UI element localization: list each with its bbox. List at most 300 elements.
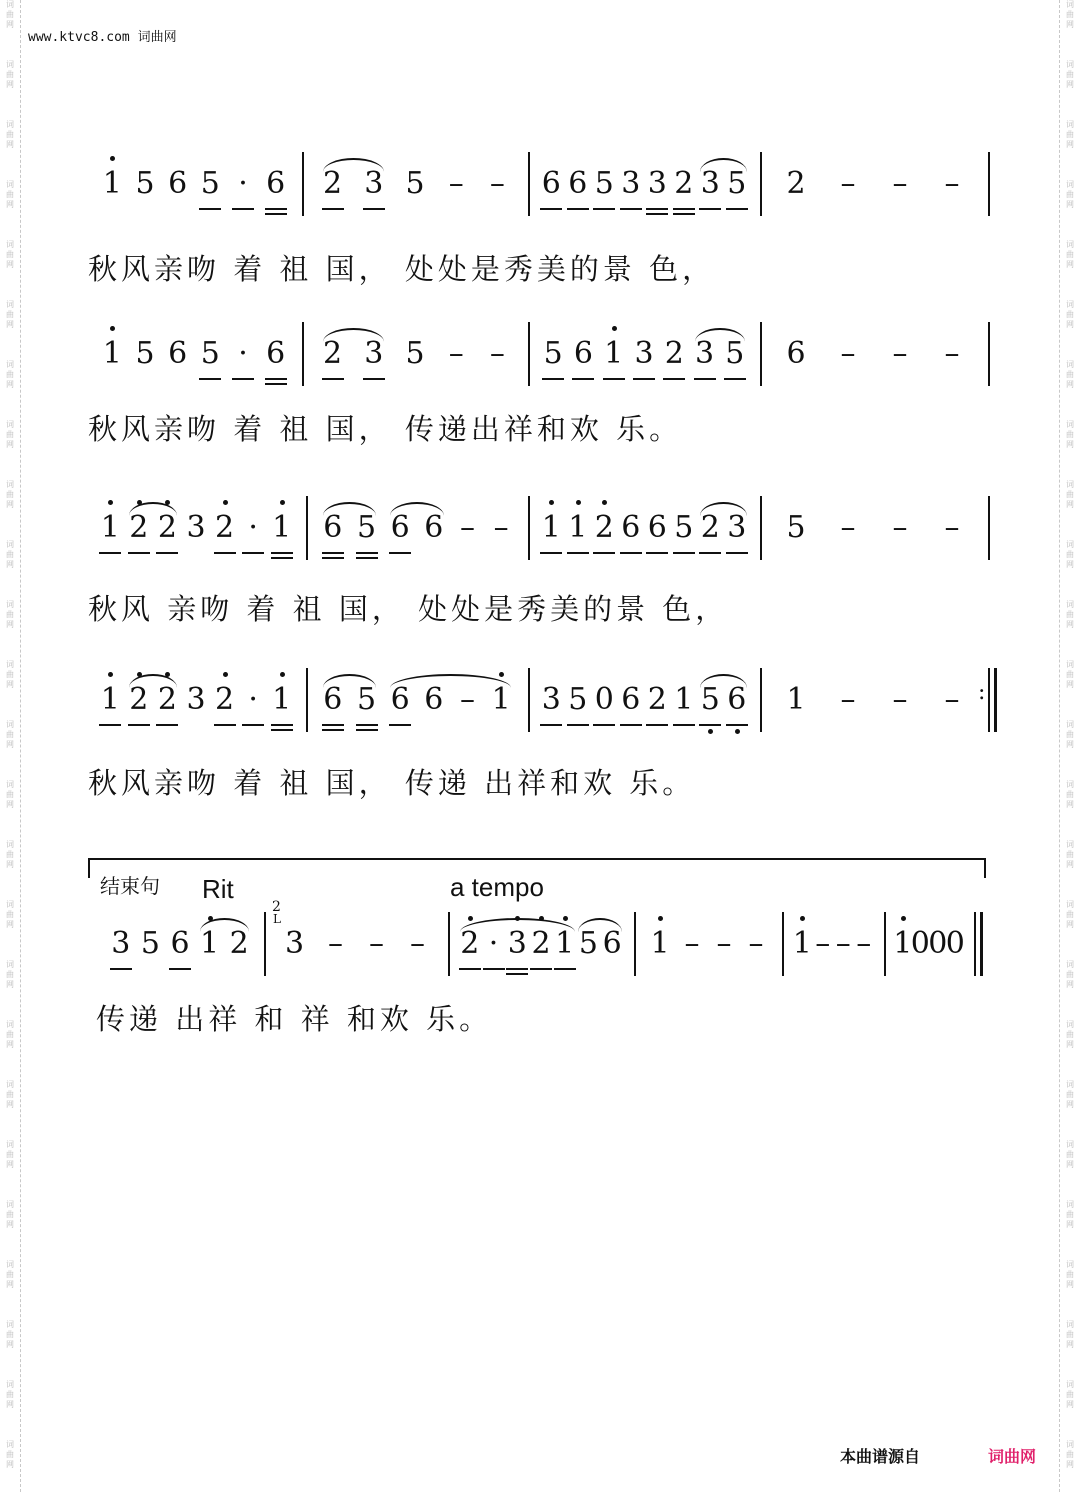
watermark-glyph: 词 [1066, 420, 1074, 429]
watermark-glyph: 曲 [1066, 970, 1074, 979]
measure [760, 672, 988, 742]
note: 6 [424, 682, 444, 717]
note: 6 [645, 506, 669, 550]
underline-beam [603, 378, 625, 380]
underline-beam-double [356, 729, 378, 731]
watermark-glyph: 网 [6, 980, 14, 989]
note: 1 [648, 922, 672, 966]
underline-beam [110, 968, 132, 970]
watermark-glyph: 网 [6, 1040, 14, 1049]
underline-beam [99, 724, 121, 726]
underline-beam [726, 552, 748, 554]
watermark-glyph-group [0, 1440, 20, 1470]
barline [994, 668, 997, 732]
note: 3 [284, 926, 305, 961]
note: 6 [388, 678, 412, 722]
watermark-glyph: 网 [1066, 440, 1074, 449]
underline-beam-double [322, 557, 344, 559]
octave-dot-above [223, 500, 228, 505]
page-header [28, 26, 177, 45]
note: 6 [388, 506, 412, 550]
underline-beam-double [265, 213, 287, 215]
augmentation-dot: · [241, 678, 265, 722]
note: 6 [786, 336, 806, 371]
underline-beam [363, 208, 385, 210]
watermark-glyph-group [0, 360, 20, 390]
note: 5 [198, 162, 222, 206]
underline-beam [530, 968, 552, 970]
watermark-glyph: 词 [6, 1380, 14, 1389]
dash-extension: – [892, 336, 908, 371]
watermark-glyph: 网 [6, 260, 14, 269]
dash-extension: – [716, 926, 732, 961]
watermark-glyph: 网 [1066, 860, 1074, 869]
watermark-glyph: 曲 [6, 1450, 14, 1459]
slur [578, 918, 622, 932]
watermark-glyph-group [1060, 1260, 1080, 1290]
watermark-glyph: 曲 [1066, 1150, 1074, 1159]
underline-beam [322, 208, 344, 210]
watermark-glyph: 词 [6, 1140, 14, 1149]
note: 6 [168, 922, 192, 966]
underline-beam [724, 378, 746, 380]
note: 1 [602, 332, 626, 376]
underline-beam [593, 724, 615, 726]
watermark-glyph: 曲 [6, 610, 14, 619]
underline-beam [646, 208, 668, 210]
watermark-glyph: 网 [1066, 1280, 1074, 1289]
watermark-glyph: 词 [6, 60, 14, 69]
octave-dot-above [110, 326, 115, 331]
watermark-glyph: 曲 [1066, 790, 1074, 799]
underline-beam [322, 552, 344, 554]
watermark-glyph-group [1060, 300, 1080, 330]
dash-extension: – [328, 926, 343, 961]
underline-beam [673, 552, 695, 554]
watermark-glyph: 网 [1066, 260, 1074, 269]
score-system-ending [96, 916, 986, 986]
ending-label: 结束句 [100, 874, 160, 898]
note: 1 [270, 678, 294, 722]
watermark-glyph-group [1060, 540, 1080, 570]
underline-beam [726, 724, 748, 726]
note: 6 [264, 332, 288, 376]
watermark-glyph: 词 [1066, 1320, 1074, 1329]
underline-beam [271, 552, 293, 554]
note: 5 [723, 332, 747, 376]
watermark-glyph: 网 [6, 500, 14, 509]
lyrics-line-3: 秋风 亲吻 着 祖 国， 处处是秀美的景 色， [88, 592, 729, 626]
note: 2 [645, 678, 669, 722]
watermark-glyph-group [1060, 960, 1080, 990]
underline-beam [389, 724, 411, 726]
underline-beam [99, 552, 121, 554]
note: 2 [155, 678, 179, 722]
watermark-glyph-group [1060, 1440, 1080, 1470]
watermark-glyph: 词 [6, 1200, 14, 1209]
watermark-glyph: 词 [6, 600, 14, 609]
underline-beam [673, 208, 695, 210]
watermark-glyph: 词 [6, 0, 14, 9]
dash-extension: – [410, 926, 425, 961]
watermark-glyph: 网 [6, 80, 14, 89]
watermark-glyph-group [1060, 1140, 1080, 1170]
underline-beam [620, 724, 642, 726]
dash-extension: – [944, 336, 960, 371]
note: 5 [405, 166, 425, 201]
watermark-glyph: 曲 [1066, 370, 1074, 379]
watermark-glyph: 曲 [6, 730, 14, 739]
note: 6 [424, 510, 444, 545]
watermark-glyph: 曲 [6, 850, 14, 859]
site-url[interactable]: www.ktvc8.com [28, 30, 130, 45]
watermark-glyph-group [0, 1020, 20, 1050]
watermark-glyph-group [0, 1140, 20, 1170]
note: 1 [790, 922, 814, 966]
watermark-glyph-group [1060, 360, 1080, 390]
watermark-glyph: 网 [1066, 500, 1074, 509]
watermark-glyph: 网 [6, 740, 14, 749]
watermark-glyph: 网 [6, 920, 14, 929]
watermark-glyph: 词 [6, 1260, 14, 1269]
watermark-glyph: 网 [1066, 1220, 1074, 1229]
note: 3 [539, 678, 563, 722]
measure [528, 500, 760, 570]
note: 1 [98, 678, 122, 722]
measure [96, 916, 264, 986]
watermark-glyph: 网 [1066, 1100, 1074, 1109]
watermark-glyph: 网 [6, 800, 14, 809]
note: 1 [270, 506, 294, 550]
watermark-glyph: 网 [1066, 740, 1074, 749]
watermark-glyph: 网 [1066, 200, 1074, 209]
note: 3 [645, 162, 669, 206]
measure [528, 156, 760, 226]
underline-beam [593, 208, 615, 210]
watermark-glyph: 网 [1066, 980, 1074, 989]
watermark-glyph: 曲 [1066, 610, 1074, 619]
underline-beam [483, 968, 505, 970]
watermark-glyph: 网 [1066, 800, 1074, 809]
underline-beam [356, 724, 378, 726]
watermark-glyph: 词 [6, 1080, 14, 1089]
watermark-glyph: 网 [1066, 1340, 1074, 1349]
watermark-glyph-group [1060, 0, 1080, 30]
watermark-glyph: 网 [6, 560, 14, 569]
watermark-glyph: 词 [1066, 360, 1074, 369]
underline-beam [620, 552, 642, 554]
measure [86, 156, 302, 226]
lyrics-line-1: 秋风亲吻 着 祖 国， 处处是秀美的景 色， [88, 252, 716, 286]
note: 5 [786, 510, 806, 545]
site-name: 词曲网 [137, 30, 177, 45]
note: 0 [910, 926, 930, 961]
dash-extension: – [369, 926, 384, 961]
dash-extension: – [448, 166, 464, 201]
note: 2 [213, 506, 237, 550]
lyrics-line-ending: 传递 出祥 和 祥 和欢 乐。 [96, 1002, 493, 1036]
watermark-glyph: 词 [1066, 1200, 1074, 1209]
underline-beam-double [356, 557, 378, 559]
watermark-glyph: 网 [6, 620, 14, 629]
note: 3 [619, 162, 643, 206]
watermark-glyph: 词 [1066, 660, 1074, 669]
watermark-glyph-group [1060, 900, 1080, 930]
underline-beam [572, 378, 594, 380]
underline-beam-double [271, 557, 293, 559]
note: 5 [135, 166, 155, 201]
watermark-glyph: 词 [6, 420, 14, 429]
underline-beam [199, 208, 221, 210]
watermark-glyph: 曲 [1066, 730, 1074, 739]
note: 1 [553, 922, 577, 966]
watermark-glyph: 网 [6, 140, 14, 149]
note: 2 [529, 922, 553, 966]
watermark-glyph: 曲 [6, 370, 14, 379]
watermark-glyph-group [0, 540, 20, 570]
watermark-glyph: 曲 [6, 250, 14, 259]
barline [974, 912, 976, 976]
dash-extension: – [815, 926, 831, 961]
score-system-4 [86, 672, 996, 742]
watermark-glyph-group [0, 900, 20, 930]
barline [988, 668, 990, 732]
watermark-glyph: 词 [1066, 1140, 1074, 1149]
watermark-glyph: 网 [6, 1220, 14, 1229]
watermark-glyph: 曲 [6, 910, 14, 919]
watermark-glyph-group [0, 0, 20, 30]
watermark-glyph: 曲 [1066, 1270, 1074, 1279]
watermark-glyph-group [0, 600, 20, 630]
note: 2 [213, 678, 237, 722]
watermark-glyph-group [1060, 120, 1080, 150]
dash-extension: – [892, 510, 908, 545]
barline [988, 152, 990, 216]
measure [528, 672, 760, 742]
note: 5 [698, 678, 722, 722]
underline-beam [567, 724, 589, 726]
watermark-glyph: 曲 [6, 970, 14, 979]
watermark-glyph-group [1060, 600, 1080, 630]
underline-beam [542, 378, 564, 380]
note: 2 [458, 922, 482, 966]
underline-beam-double [265, 383, 287, 385]
note: 6 [539, 162, 563, 206]
note: 3 [698, 162, 722, 206]
dash-extension: – [840, 682, 856, 717]
underline-beam [540, 552, 562, 554]
watermark-glyph-group [1060, 840, 1080, 870]
watermark-glyph: 词 [1066, 0, 1074, 9]
watermark-glyph: 网 [6, 1280, 14, 1289]
note: 5 [355, 506, 379, 550]
underline-beam [567, 552, 589, 554]
score-system-1 [86, 156, 996, 226]
watermark-glyph: 曲 [6, 310, 14, 319]
fermata-upper: 2 [272, 899, 281, 915]
dash-extension: – [944, 682, 960, 717]
octave-dot-above [658, 916, 663, 921]
watermark-glyph-group [0, 1380, 20, 1410]
underline-beam [699, 724, 721, 726]
augmentation-dot: · [231, 162, 255, 206]
underline-beam [265, 378, 287, 380]
underline-beam [540, 724, 562, 726]
measure [782, 916, 884, 986]
watermark-glyph: 词 [6, 1020, 14, 1029]
underline-beam [593, 552, 615, 554]
dash-extension: – [840, 336, 856, 371]
note: 0 [945, 926, 965, 961]
note: 6 [566, 162, 590, 206]
note: 3 [362, 162, 386, 206]
note: 1 [489, 678, 513, 722]
note: 1 [100, 332, 124, 376]
watermark-glyph: 曲 [1066, 1030, 1074, 1039]
note: 3 [186, 682, 206, 717]
watermark-glyph-group [1060, 1320, 1080, 1350]
barline [988, 322, 990, 386]
watermark-glyph: 词 [1066, 780, 1074, 789]
watermark-glyph: 曲 [6, 550, 14, 559]
watermark-glyph: 曲 [1066, 910, 1074, 919]
underline-beam [169, 968, 191, 970]
note: 1 [539, 506, 563, 550]
underline-beam [232, 378, 254, 380]
repeat-sign: : [978, 680, 986, 705]
footer-site-link[interactable]: 词曲网 [988, 1447, 1037, 1466]
watermark-glyph-group [1060, 1200, 1080, 1230]
note: 5 [405, 336, 425, 371]
octave-dot-above [223, 672, 228, 677]
slur [323, 674, 377, 688]
measure [528, 326, 760, 396]
octave-dot-above [800, 916, 805, 921]
watermark-glyph: 曲 [1066, 190, 1074, 199]
watermark-glyph: 词 [6, 660, 14, 669]
watermark-glyph: 词 [6, 720, 14, 729]
slur [129, 502, 178, 516]
dash-extension: – [748, 926, 764, 961]
watermark-glyph-group [0, 1260, 20, 1290]
watermark-glyph: 词 [1066, 840, 1074, 849]
score-system-3 [86, 500, 996, 570]
watermark-glyph-group [0, 420, 20, 450]
note: 2 [662, 332, 686, 376]
measure [302, 156, 528, 226]
watermark-glyph: 曲 [1066, 1090, 1074, 1099]
watermark-glyph: 词 [6, 540, 14, 549]
slur [323, 502, 377, 516]
measure [760, 156, 988, 226]
dash-extension: – [493, 510, 509, 545]
watermark-glyph-group [1060, 720, 1080, 750]
note: 6 [619, 506, 643, 550]
a-tempo-marking: a tempo [450, 872, 544, 902]
left-watermark-strip [0, 0, 21, 1492]
slur [700, 674, 747, 688]
watermark-glyph: 曲 [6, 490, 14, 499]
note: 2 [321, 162, 345, 206]
note: 2 [698, 506, 722, 550]
slur [323, 158, 384, 172]
underline-beam [265, 208, 287, 210]
note: 6 [168, 336, 188, 371]
note: 2 [786, 166, 806, 201]
measure [760, 326, 988, 396]
slur [460, 918, 575, 932]
augmentation-dot: · [482, 922, 506, 966]
watermark-glyph: 曲 [1066, 430, 1074, 439]
note: 6 [602, 926, 622, 961]
watermark-glyph: 曲 [6, 10, 14, 19]
octave-dot-above [612, 326, 617, 331]
underline-beam [156, 724, 178, 726]
underline-beam [646, 552, 668, 554]
measure [760, 500, 988, 570]
watermark-glyph: 词 [1066, 900, 1074, 909]
octave-dot-above [602, 500, 607, 505]
dash-extension: – [892, 166, 908, 201]
note: 1 [100, 162, 124, 206]
watermark-glyph: 曲 [6, 70, 14, 79]
note: 6 [571, 332, 595, 376]
watermark-glyph: 网 [6, 440, 14, 449]
watermark-glyph: 网 [6, 320, 14, 329]
watermark-glyph: 词 [1066, 1260, 1074, 1269]
watermark-glyph: 曲 [1066, 1390, 1074, 1399]
watermark-glyph: 网 [6, 1340, 14, 1349]
underline-beam [567, 208, 589, 210]
underline-beam [540, 208, 562, 210]
octave-dot-above [108, 672, 113, 677]
measure [306, 672, 528, 742]
watermark-glyph-group [0, 780, 20, 810]
augmentation-dot: · [241, 506, 265, 550]
note: 1 [786, 682, 806, 717]
note: 2 [321, 332, 345, 376]
watermark-glyph: 曲 [1066, 1330, 1074, 1339]
underline-beam [663, 378, 685, 380]
watermark-glyph: 曲 [1066, 490, 1074, 499]
watermark-glyph-group [1060, 480, 1080, 510]
watermark-glyph: 词 [6, 1320, 14, 1329]
watermark-glyph-group [0, 180, 20, 210]
underline-beam [322, 378, 344, 380]
watermark-glyph: 词 [1066, 960, 1074, 969]
dash-extension: – [892, 682, 908, 717]
watermark-glyph: 词 [1066, 240, 1074, 249]
slur [700, 502, 747, 516]
octave-dot-above [110, 156, 115, 161]
watermark-glyph: 词 [1066, 600, 1074, 609]
watermark-glyph: 曲 [1066, 850, 1074, 859]
note: 2 [672, 162, 696, 206]
underline-beam [633, 378, 655, 380]
watermark-glyph: 网 [1066, 620, 1074, 629]
underline-beam-double [673, 213, 695, 215]
watermark-glyph-group [1060, 1080, 1080, 1110]
fermata-lower: L [273, 912, 281, 926]
underline-beam [646, 724, 668, 726]
watermark-glyph: 词 [6, 840, 14, 849]
slur [390, 674, 511, 688]
watermark-glyph: 词 [6, 180, 14, 189]
watermark-glyph: 网 [6, 380, 14, 389]
watermark-glyph: 曲 [1066, 70, 1074, 79]
watermark-glyph: 网 [1066, 680, 1074, 689]
octave-dot-above [563, 916, 568, 921]
